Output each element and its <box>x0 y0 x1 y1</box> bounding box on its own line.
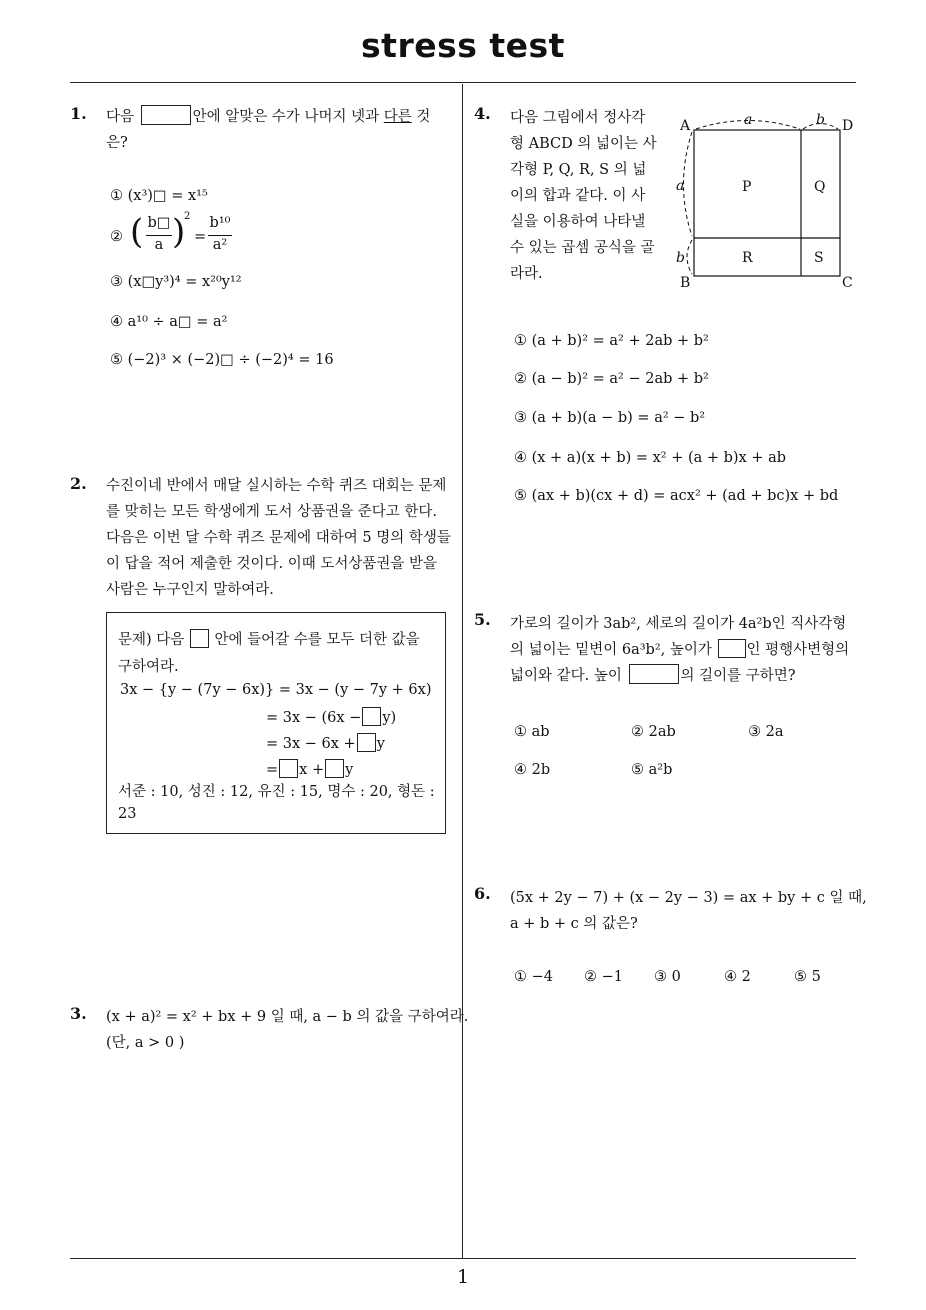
vertex-a: A <box>680 118 691 134</box>
q4-square-diagram <box>672 110 862 292</box>
q4-line-1: 다음 그림에서 정사각 <box>510 110 646 126</box>
q1-option-2-left-bar <box>146 235 172 236</box>
q5-option-4: ④ 2b <box>514 762 551 778</box>
q5-blank-box <box>629 664 679 684</box>
q5-line-2 <box>510 638 849 659</box>
q3-line-1: (x + a)² = x² + bx + 9 일 때, a − b 의 값을 구하여라. <box>106 1009 469 1025</box>
q6-option-4: ④ 2 <box>724 969 751 985</box>
q4-line-7: 라라. <box>510 266 543 282</box>
q5-option-1: ① ab <box>514 724 550 740</box>
q5-height-blank <box>718 639 746 658</box>
q2-box-line-2: 구하여라. <box>118 659 179 675</box>
q2-eq-3-before: = 3x − 6x + <box>266 736 356 752</box>
q5-line-3-after: 의 길이를 구하면? <box>680 668 796 684</box>
q2-eq-2 <box>266 707 396 726</box>
q6-option-5: ⑤ 5 <box>794 969 821 985</box>
q1-number: 1. <box>70 104 87 123</box>
q1-text-after: 것 <box>416 109 431 125</box>
region-r: R <box>742 250 753 266</box>
q5-line-3-before: 넓이와 같다. 높이 <box>510 668 622 684</box>
q4-option-2: ② (a − b)² = a² − 2ab + b² <box>514 371 709 387</box>
q4-option-1: ① (a + b)² = a² + 2ab + b² <box>514 333 709 349</box>
q2-answers-line-2: 23 <box>118 806 137 822</box>
page-title: stress test <box>361 26 565 65</box>
q2-eq-4-blank-2 <box>325 759 344 778</box>
q2-line-3: 다음은 이번 달 수학 퀴즈 문제에 대하여 5 명의 학생들 <box>106 530 451 546</box>
q1-text-mid: 안에 알맞은 수가 나머지 넷과 <box>192 109 380 125</box>
brace-left-b <box>687 240 692 274</box>
q4-option-3: ③ (a + b)(a − b) = a² − b² <box>514 410 706 426</box>
q5-line-1: 가로의 길이가 3ab², 세로의 길이가 4a²b인 직사각형 <box>510 616 847 632</box>
q4-number: 4. <box>474 104 491 123</box>
q4-line-4: 이의 합과 같다. 이 사 <box>510 188 646 204</box>
q1-text-line2: 은? <box>106 135 128 151</box>
q2-line-1: 수진이네 반에서 매달 실시하는 수학 퀴즈 대회는 문제 <box>106 478 447 494</box>
q2-box-line-1 <box>118 628 420 649</box>
region-q: Q <box>814 179 826 195</box>
q6-line-1: (5x + 2y − 7) + (x − 2y − 3) = ax + by + c 일 때, <box>510 890 867 906</box>
q5-number: 5. <box>474 610 491 629</box>
vertex-d: D <box>842 118 854 134</box>
q2-eq-4-after: y <box>345 762 354 778</box>
q4-line-6: 수 있는 곱셈 공식을 골 <box>510 240 655 256</box>
q2-eq-4-before: = <box>266 762 279 778</box>
q6-option-2: ② −1 <box>584 969 623 985</box>
q2-line-2: 를 맞히는 모든 학생에게 도서 상품권을 준다고 한다. <box>106 504 438 520</box>
q6-option-1: ① −4 <box>514 969 553 985</box>
q1-option-2-exp: 2 <box>184 211 191 222</box>
q3-line-2: (단, a > 0 ) <box>106 1035 185 1051</box>
q6-option-3: ③ 0 <box>654 969 681 985</box>
q1-option-2-right-den: a² <box>212 237 228 253</box>
q2-eq-3-after: y <box>376 736 385 752</box>
q5-option-2: ② 2ab <box>631 724 676 740</box>
vertex-b: B <box>680 275 691 291</box>
q1-option-2-rparen: ) <box>172 212 186 252</box>
q1-option-2-eq: = <box>194 229 207 245</box>
vertex-c: C <box>842 275 853 291</box>
region-p: P <box>742 179 752 195</box>
q2-box-blank <box>190 629 209 648</box>
brace-left-a <box>684 132 693 236</box>
q1-option-2-right-bar <box>208 235 232 236</box>
label-top-a: a <box>744 112 753 128</box>
q1-option-4: ④ a¹⁰ ÷ a□ = a² <box>110 314 228 330</box>
q2-eq-4 <box>266 759 353 778</box>
q2-line-5: 사람은 누구인지 말하여라. <box>106 582 274 598</box>
q2-answers-line-1: 서준 : 10, 성진 : 12, 유진 : 15, 명수 : 20, 형돈 : <box>118 784 435 800</box>
q1-option-5: ⑤ (−2)³ × (−2)□ ÷ (−2)⁴ = 16 <box>110 352 334 368</box>
page-number: 1 <box>456 1266 470 1288</box>
q3-number: 3. <box>70 1004 87 1023</box>
q1-option-1: ① (x³)□ = x¹⁵ <box>110 188 208 204</box>
q1-option-2-label: ② <box>110 229 123 245</box>
q5-line-3 <box>510 664 796 685</box>
q1-option-2-left-den: a <box>154 237 164 253</box>
q1-blank-box <box>141 105 191 125</box>
q2-eq-1: 3x − {y − (7y − 6x)} = 3x − (y − 7y + 6x) <box>120 682 432 698</box>
q4-line-3: 각형 P, Q, R, S 의 넓 <box>510 162 647 178</box>
q2-eq-2-blank <box>362 707 381 726</box>
q1-text-before: 다음 <box>106 109 135 125</box>
q1-option-3: ③ (x□y³)⁴ = x²⁰y¹² <box>110 274 242 290</box>
column-divider <box>462 84 463 1258</box>
q2-eq-2-after: y) <box>382 710 397 726</box>
region-s: S <box>814 250 824 266</box>
q1-option-2-left-num: b□ <box>147 215 171 231</box>
q2-eq-3 <box>266 733 385 752</box>
q2-eq-4-mid: x + <box>299 762 325 778</box>
header-rule <box>70 82 856 83</box>
q5-line-2-before: 의 넓이는 밑변이 6a³b², 높이가 <box>510 642 712 658</box>
q5-option-5: ⑤ a²b <box>631 762 673 778</box>
q4-line-2: 형 ABCD 의 넓이는 사 <box>510 136 657 152</box>
q6-line-2: a + b + c 의 값은? <box>510 916 638 932</box>
q2-eq-2-before: = 3x − (6x − <box>266 710 362 726</box>
q2-box-line-1-before: 문제) 다음 <box>118 632 185 648</box>
q2-eq-4-blank-1 <box>279 759 298 778</box>
footer-rule <box>70 1258 856 1259</box>
q6-number: 6. <box>474 884 491 903</box>
q4-line-5: 실을 이용하여 나타낼 <box>510 214 646 230</box>
q1-text <box>106 104 456 156</box>
q4-option-5: ⑤ (ax + b)(cx + d) = acx² + (ad + bc)x + bd <box>514 488 839 504</box>
label-left-b: b <box>676 250 685 266</box>
q5-line-2-after: 인 평행사변형의 <box>746 642 850 658</box>
q5-option-3: ③ 2a <box>748 724 784 740</box>
q1-underline-word: 다른 <box>383 109 412 125</box>
q2-line-4: 이 답을 적어 제출한 것이다. 이때 도서상품권을 받을 <box>106 556 438 572</box>
q4-option-4: ④ (x + a)(x + b) = x² + (a + b)x + ab <box>514 450 787 466</box>
label-top-b: b <box>816 112 825 128</box>
q2-number: 2. <box>70 474 87 493</box>
q2-box-line-1-after: 안에 들어갈 수를 모두 더한 값을 <box>214 632 420 648</box>
q2-eq-3-blank <box>357 733 376 752</box>
q1-option-2-lparen: ( <box>130 212 144 252</box>
label-left-a: a <box>676 178 685 194</box>
q1-option-2-right-num: b¹⁰ <box>209 215 231 231</box>
